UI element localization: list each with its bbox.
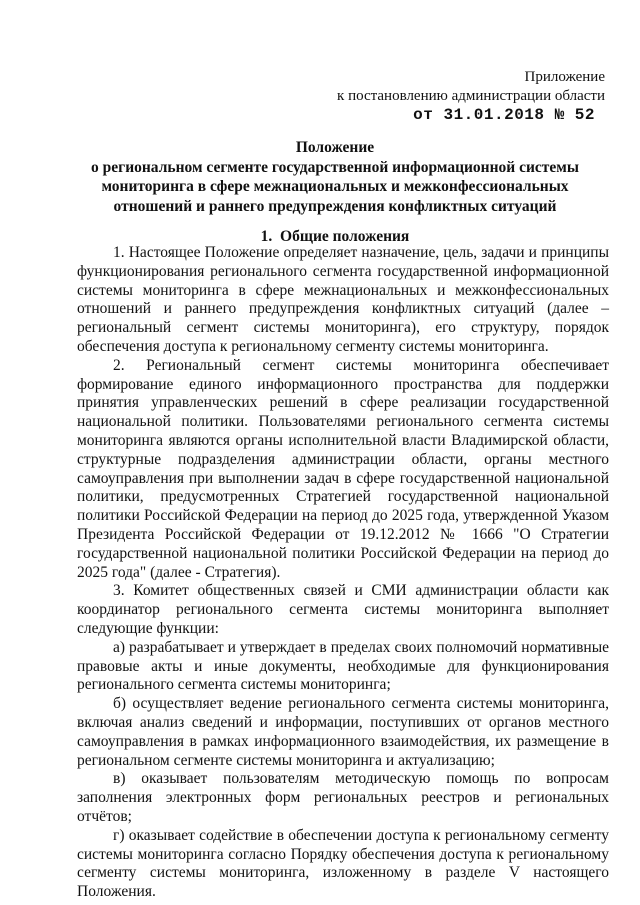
- title-line-3: отношений и раннего предупреждения конфликтных ситуаций: [113, 197, 557, 215]
- paragraph-2: 2. Региональный сегмент системы мониторинга обеспечивает формирование единого информационного пространства для поддержки принятия управленческих решений в сфере реализации государственной национальной политики. Пользователями регионального сегмента системы мониторинга являются органы исполнительной власти Владимирской области, структурные подразделения администрации области, органы местного самоуправления при выполнении задач в сфере государственной национальной политики, предусмотренных Стратегией государственной национальной политики Российской Федерации на период до 2025 года, утвержденной Указом Президента Российской Федерации от 19.12.2012 № 1666 "О Стратегии государственной национальной политики Российской Федерации на период до 2025 года" (далее - Стратегия).: [77, 356, 609, 581]
- paragraph-3: 3. Комитет общественных связей и СМИ администрации области как координатор регионального сегмента системы мониторинга выполняет следующие функции:: [77, 582, 609, 637]
- document-title: [70, 138, 600, 216]
- paragraph-1: 1. Настоящее Положение определяет назначение, цель, задачи и принципы функционирования регионального сегмента государственной информационной системы мониторинга в сфере межнациональных и межконфессиональных отношений и раннего предупреждения конфликтных ситуаций (далее – региональный сегмент системы мониторинга), его структуру, порядок обеспечения доступа к региональному сегменту системы мониторинга.: [77, 244, 609, 355]
- section-number: 1.: [260, 228, 273, 245]
- paragraph-3b: б) осуществляет ведение регионального сегмента системы мониторинга, включая анализ сведений и информации, поступивших от органов местного самоуправления в рамках информационного взаимодействия, их размещение в региональном сегменте системы мониторинга и актуализацию;: [77, 695, 609, 769]
- paragraph-3c: в) оказывает пользователям методическую помощь по вопросам заполнения электронных форм региональных реестров и региональных отчётов;: [77, 770, 609, 825]
- section-name: Общие положения: [280, 228, 410, 245]
- title-line-1: о региональном сегменте государственной информационной системы: [91, 158, 579, 176]
- title-line-2: мониторинга в сфере межнациональных и межконфессиональных: [101, 178, 569, 195]
- appendix-label: Приложение: [524, 69, 605, 85]
- document-body: [77, 244, 609, 902]
- paragraph-3a: а) разрабатывает и утверждает в пределах своих полномочий нормативные правовые акты и иные документы, необходимые для функционирования регионального сегмента системы мониторинга;: [77, 638, 609, 694]
- title-heading: Положение: [295, 139, 375, 156]
- date-number-stamp: от 31.01.2018 № 52: [413, 106, 595, 124]
- paragraph-3d: г) оказывает содействие в обеспечении доступа к региональному сегменту системы мониторинга согласно Порядку обеспечения доступа к региональному сегменту системы мониторинга, изложенному в разделе V настоящего Положения.: [77, 826, 609, 901]
- appendix-header: [337, 68, 605, 125]
- resolution-reference: к постановлению администрации области: [337, 88, 605, 104]
